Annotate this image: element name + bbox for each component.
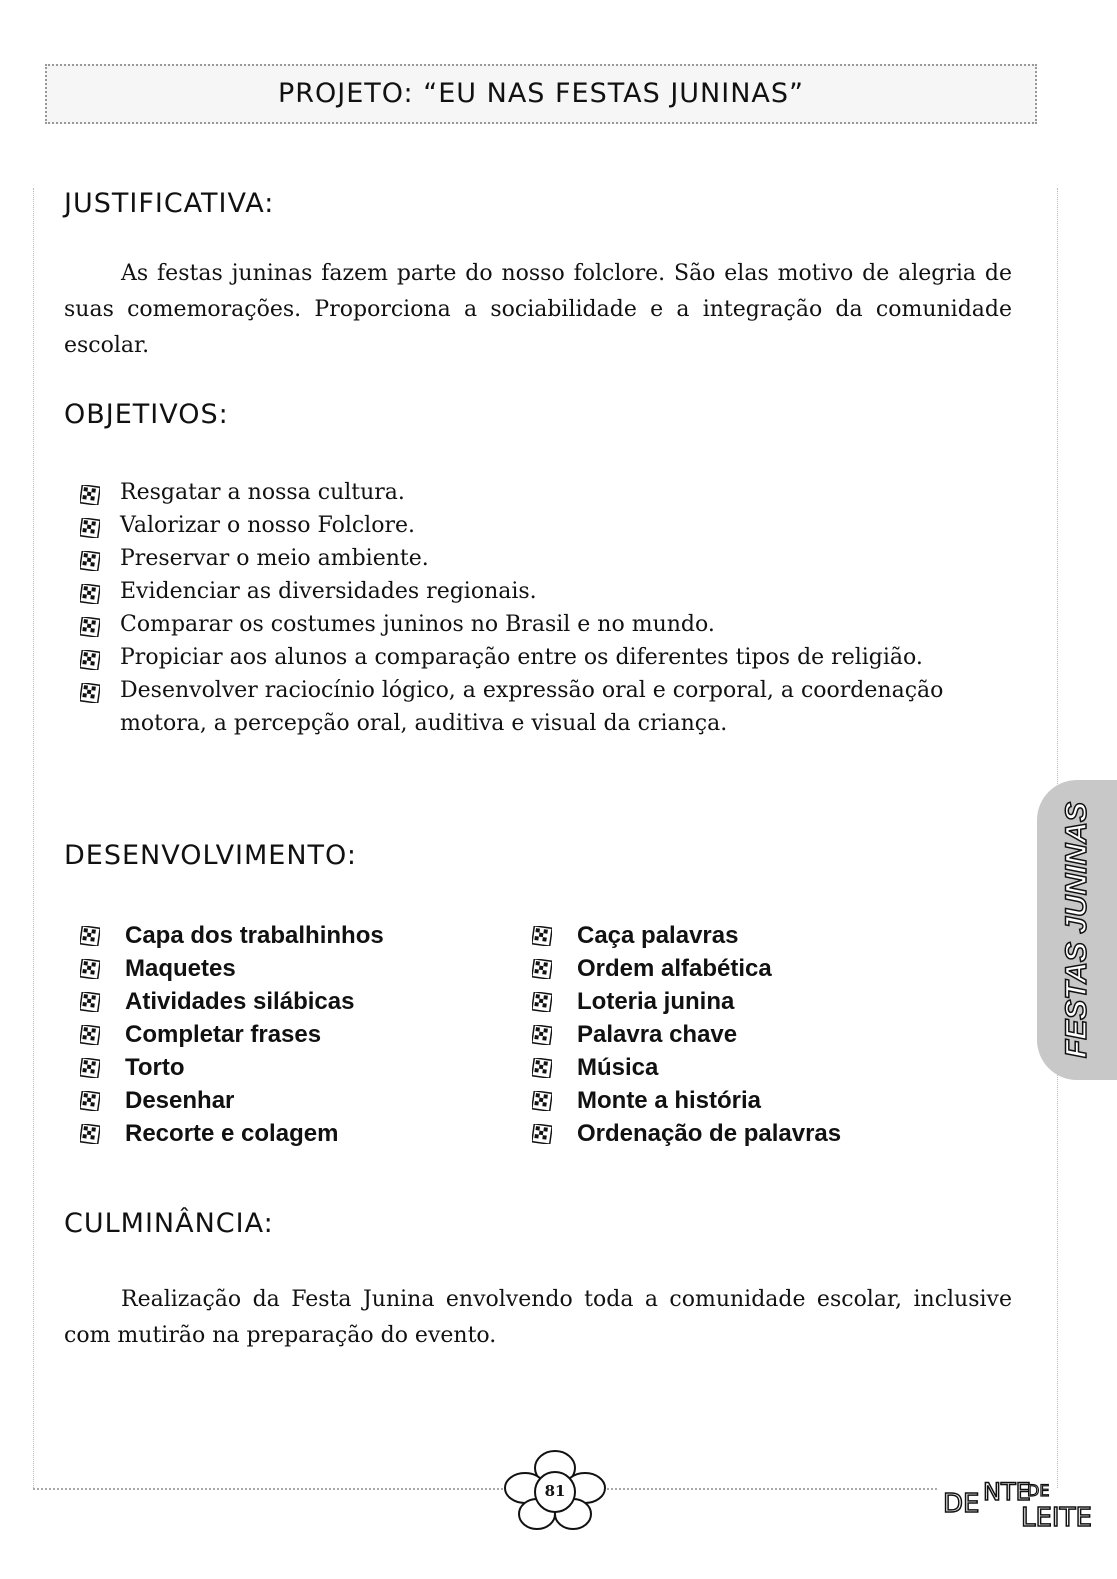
- desenvolvimento-heading: DESENVOLVIMENTO:: [64, 840, 357, 871]
- desenvolvimento-item: [532, 1084, 841, 1117]
- checkered-square-icon: [532, 992, 552, 1012]
- footer-divider-left: [33, 1488, 503, 1490]
- title-box: [45, 64, 1037, 124]
- objetivo-item: [80, 674, 1020, 740]
- desenvolvimento-text: Ordenação de palavras: [577, 1119, 842, 1147]
- checkered-square-icon: [80, 1091, 100, 1111]
- objetivos-heading: OBJETIVOS:: [64, 399, 229, 430]
- desenvolvimento-text: Atividades silábicas: [125, 987, 355, 1015]
- objetivo-text: Resgatar a nossa cultura.: [120, 480, 405, 505]
- svg-text:DE: DE: [943, 1489, 980, 1519]
- desenvolvimento-text: Capa dos trabalhinhos: [125, 921, 384, 949]
- checkered-square-icon: [80, 683, 100, 703]
- checkered-square-icon: [80, 584, 100, 604]
- desenvolvimento-item: [80, 952, 384, 985]
- checkered-square-icon: [532, 1058, 552, 1078]
- desenvolvimento-item: [80, 1117, 384, 1150]
- checkered-square-icon: [80, 485, 100, 505]
- checkered-square-icon: [532, 926, 552, 946]
- objetivo-text: Preservar o meio ambiente.: [120, 546, 429, 571]
- checkered-square-icon: [532, 1025, 552, 1045]
- checkered-square-icon: [80, 1058, 100, 1078]
- objetivo-text: Evidenciar as diversidades regionais.: [120, 579, 537, 604]
- checkered-square-icon: [532, 1124, 552, 1144]
- checkered-square-icon: [532, 1091, 552, 1111]
- objetivo-text: Valorizar o nosso Folclore.: [120, 513, 415, 538]
- desenvolvimento-text: Música: [577, 1053, 659, 1081]
- culminancia-heading: CULMINÂNCIA:: [64, 1208, 274, 1239]
- objetivo-item: [80, 641, 1020, 674]
- svg-text:NTE: NTE: [983, 1478, 1031, 1506]
- desenvolvimento-text: Loteria junina: [577, 987, 735, 1015]
- checkered-square-icon: [80, 959, 100, 979]
- desenvolvimento-item: [532, 919, 841, 952]
- desenvolvimento-item: [532, 1018, 841, 1051]
- page-number: 81: [544, 1482, 566, 1500]
- checkered-square-icon: [80, 926, 100, 946]
- desenvolvimento-text: Torto: [125, 1053, 185, 1081]
- desenvolvimento-item: [532, 985, 841, 1018]
- objetivo-text: Propiciar aos alunos a comparação entre os diferentes tipos de religião.: [120, 645, 923, 670]
- desenvolvimento-item: [80, 1051, 384, 1084]
- side-tab: [1037, 780, 1117, 1080]
- svg-text:LEITE: LEITE: [1021, 1503, 1092, 1533]
- justificativa-heading: JUSTIFICATIVA:: [64, 188, 275, 219]
- desenvolvimento-item: [80, 919, 384, 952]
- checkered-square-icon: [80, 1124, 100, 1144]
- objetivo-item: [80, 542, 1020, 575]
- side-tab-label: FESTAS JUNINAS: [1060, 801, 1093, 1059]
- svg-text:DE: DE: [1027, 1481, 1050, 1500]
- checkered-square-icon: [80, 650, 100, 670]
- desenvolvimento-text: Desenhar: [125, 1086, 235, 1114]
- desenvolvimento-text: Monte a história: [577, 1086, 762, 1114]
- checkered-square-icon: [80, 551, 100, 571]
- desenvolvimento-text: Ordem alfabética: [577, 954, 772, 982]
- desenvolvimento-text: Maquetes: [125, 954, 236, 982]
- checkered-square-icon: [80, 992, 100, 1012]
- desenvolvimento-list-left: [80, 919, 384, 1150]
- desenvolvimento-list-right: [532, 919, 841, 1150]
- checkered-square-icon: [80, 1025, 100, 1045]
- checkered-square-icon: [80, 617, 100, 637]
- objetivo-item: [80, 476, 1020, 509]
- objetivo-item: [80, 575, 1020, 608]
- desenvolvimento-item: [532, 1117, 841, 1150]
- objetivos-list: [80, 476, 1020, 740]
- desenvolvimento-item: [80, 1018, 384, 1051]
- objetivo-text: Desenvolver raciocínio lógico, a expressão oral e corporal, a coordenação motora, a percepção oral, auditiva e visual da criança.: [120, 678, 944, 736]
- desenvolvimento-item: [80, 985, 384, 1018]
- desenvolvimento-text: Caça palavras: [577, 921, 739, 949]
- desenvolvimento-text: Completar frases: [125, 1020, 322, 1048]
- desenvolvimento-item: [532, 1051, 841, 1084]
- objetivo-item: [80, 509, 1020, 542]
- desenvolvimento-text: Palavra chave: [577, 1020, 738, 1048]
- culminancia-text: Realização da Festa Junina envolvendo toda a comunidade escolar, inclusive com mutirão na preparação do evento.: [64, 1287, 1012, 1348]
- dente-de-leite-logo: [935, 1470, 1095, 1540]
- desenvolvimento-item: [532, 952, 841, 985]
- desenvolvimento-item: [80, 1084, 384, 1117]
- checkered-square-icon: [80, 518, 100, 538]
- page-title: PROJETO: “EU NAS FESTAS JUNINAS”: [277, 78, 805, 109]
- objetivo-item: [80, 608, 1020, 641]
- checkered-square-icon: [532, 959, 552, 979]
- desenvolvimento-text: Recorte e colagem: [125, 1119, 339, 1147]
- footer-divider-right: [607, 1488, 937, 1490]
- justificativa-text: As festas juninas fazem parte do nosso folclore. São elas motivo de alegria de suas comemorações. Proporciona a sociabilidade e a integração da comunidade escolar.: [64, 261, 1012, 358]
- objetivo-text: Comparar os costumes juninos no Brasil e no mundo.: [120, 612, 715, 637]
